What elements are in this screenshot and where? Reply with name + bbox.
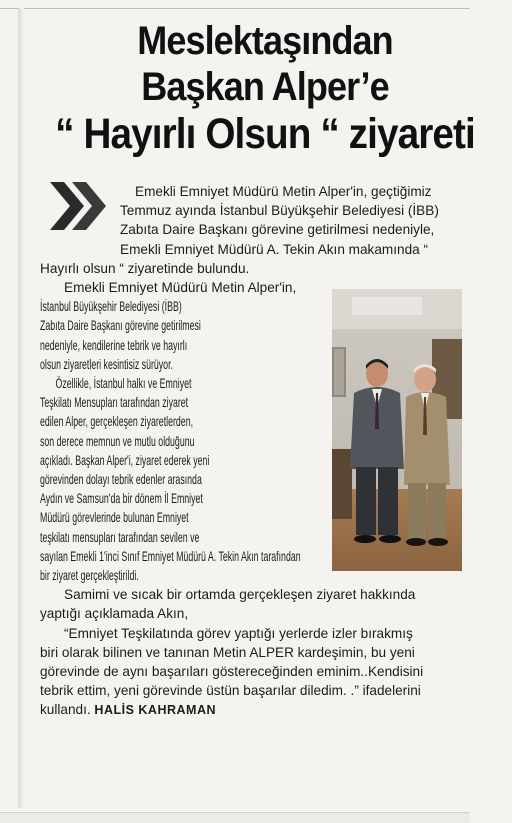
body-line: son derece memnun ve mutlu olduğunu <box>40 433 195 449</box>
body-line: bir ziyaret gerçekleştirildi. <box>40 568 139 584</box>
body-line: Müdürü görevlerinde bulunan Emniyet <box>40 510 189 526</box>
body-line: Zabıta Daire Başkanı görevine getirilmesi <box>40 318 201 334</box>
body-line: edilen Alper, gerçekleşen ziyaretlerden, <box>40 414 194 430</box>
body-line: Aydın ve Samsun'da bir dönem İl Emniyet <box>40 491 203 507</box>
headline-line-2: Başkan Alper’e <box>141 65 389 109</box>
body-line: açıkladı. Başkan Alper'i, ziyaret ederek yeni <box>40 452 210 468</box>
body-line: sayılan Emekli 1'inci Sınıf Emniyet Müdürü A. Tekin Akın tarafından <box>40 548 301 564</box>
body-line: olsun ziyaretleri kesintisiz sürüyor. <box>40 356 173 372</box>
body-line: Emekli Emniyet Müdürü A. Tekin Akın makamında “ <box>120 241 429 257</box>
photo-two-men-standing <box>332 289 462 571</box>
body-line: nedeniyle, kendilerine tebrik ve hayırlı <box>40 337 188 353</box>
body-line-last <box>40 700 488 720</box>
body-line: Zabıta Daire Başkanı görevine getirilmesi nedeniyle, <box>120 222 435 238</box>
body-line: Hayırlı olsun “ ziyaretinde bulundu. <box>40 260 250 276</box>
body-line: görevinden dolayı tebrik edenler arasında <box>40 472 202 488</box>
body-line-text: kullandı. <box>40 702 91 718</box>
body-line: Özellikle, İstanbul halkı ve Emniyet <box>55 376 192 392</box>
body-line: görevinde de aynı başarıları göstereceğinden eminim..Kendisini <box>40 664 424 680</box>
body-line: yaptığı açıklamada Akın, <box>40 606 189 622</box>
article-photo <box>332 289 462 571</box>
body-line: Temmuz ayında İstanbul Büyükşehir Belediyesi (İBB) <box>120 203 439 219</box>
body-line: Samimi ve sıcak bir ortamda gerçekleşen ziyaret hakkında <box>64 587 416 603</box>
bottom-rule <box>0 812 470 823</box>
body-line: Emekli Emniyet Müdürü Metin Alper'in, geçtiğimiz <box>135 184 432 199</box>
headline-line-3: “ Hayırlı Olsun “ ziyareti <box>55 110 475 158</box>
body-line: tebrik ettim, yeni görevinde üstün başarılar diledim. .” ifadelerini <box>40 683 421 699</box>
body-line: Emekli Emniyet Müdürü Metin Alper'in, <box>64 280 297 296</box>
headline-line-1: Meslektaşından <box>137 19 393 63</box>
body-line: Teşkilatı Mensupları tarafından ziyaret <box>40 395 189 411</box>
body-line: İstanbul Büyükşehir Belediyesi (İBB) <box>40 299 182 315</box>
body-line: teşkilatı mensupları tarafından sevilen ve <box>40 529 200 545</box>
top-rule <box>0 0 470 9</box>
body-line: biri olarak bilinen ve tanınan Metin ALPER kardeşimin, bu yeni <box>40 644 415 660</box>
author-byline: HALİS KAHRAMAN <box>94 703 216 718</box>
page-fold-shadow <box>18 8 24 808</box>
body-line: “Emniyet Teşkilatında görev yaptığı yerlerde izler bırakmış <box>64 625 413 641</box>
headline <box>30 18 500 158</box>
